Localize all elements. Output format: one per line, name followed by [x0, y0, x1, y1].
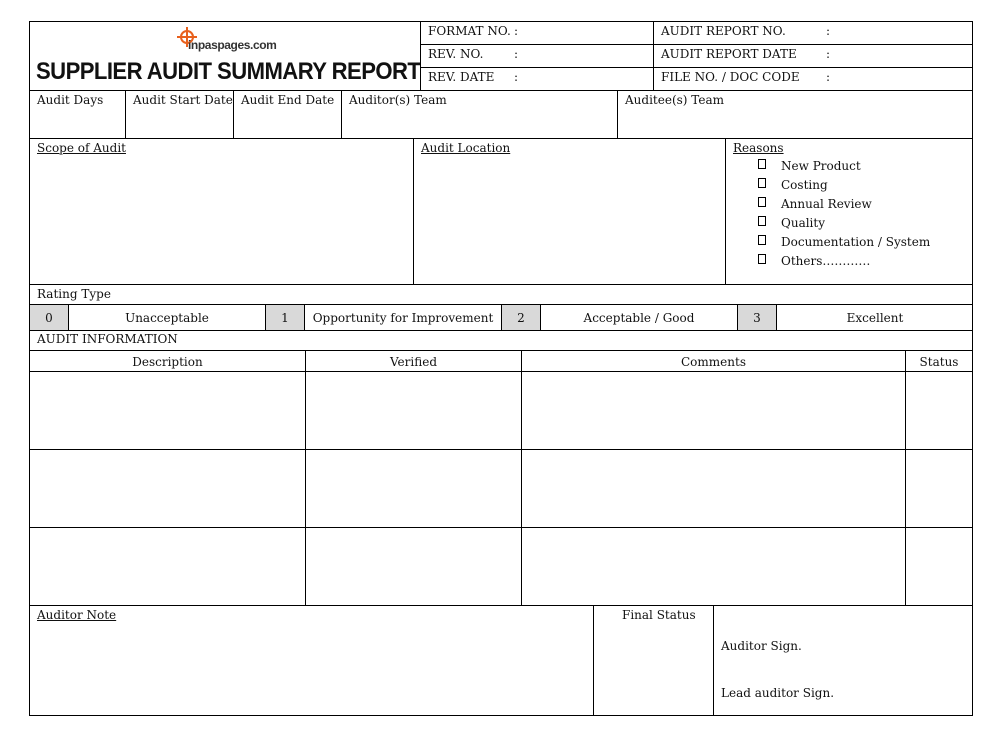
column-header-verified: Verified: [389, 355, 438, 369]
scope-divider: [413, 138, 414, 284]
column-header-comments: Comments: [681, 355, 746, 369]
format-no-colon: :: [514, 24, 519, 38]
audit-start-date-label: Audit Start Date: [133, 93, 233, 107]
rating-text: Opportunity for Improvement: [312, 311, 494, 325]
audit-location-label: Audit Location: [421, 141, 511, 155]
logo-text: inpaspages.com: [188, 38, 277, 52]
auditee-team-label: Auditee(s) Team: [625, 93, 724, 107]
table-row[interactable]: [30, 528, 972, 605]
page-title: SUPPLIER AUDIT SUMMARY REPORT: [36, 58, 421, 85]
rating-text: Unacceptable: [125, 311, 209, 325]
auditor-note-label: Auditor Note: [37, 608, 117, 622]
header-row-line: [420, 44, 973, 45]
audit-row-bottom: [29, 138, 973, 139]
checkbox[interactable]: [758, 159, 766, 169]
info-header-top: [29, 350, 973, 351]
rating-text: Acceptable / Good: [583, 311, 695, 325]
reason-label: Quality: [781, 216, 825, 230]
header-row-line-2: [420, 67, 973, 68]
reason-label: Costing: [781, 178, 828, 192]
checkbox[interactable]: [758, 235, 766, 245]
audit-report-no-label: AUDIT REPORT NO.: [661, 24, 786, 38]
header-divider-2: [653, 21, 654, 90]
reason-label: Annual Review: [781, 197, 872, 211]
auditor-sign-label: Auditor Sign.: [721, 639, 802, 653]
rev-date-colon: :: [514, 70, 519, 84]
reasons-label: Reasons: [733, 141, 784, 155]
rating-number: 0: [45, 311, 53, 325]
info-table-bottom: [29, 605, 973, 606]
rev-no-colon: :: [514, 47, 519, 61]
rating-number: 3: [753, 311, 761, 325]
file-no-colon: :: [826, 70, 831, 84]
audit-information-label: AUDIT INFORMATION: [37, 332, 178, 346]
rating-text: Excellent: [846, 311, 904, 325]
file-no-label: FILE NO. / DOC CODE: [661, 70, 800, 84]
final-status-label: Final Status: [622, 608, 696, 622]
footer-divider: [593, 605, 594, 716]
lead-auditor-sign-label: Lead auditor Sign.: [721, 686, 835, 700]
auditor-team-label: Auditor(s) Team: [349, 93, 447, 107]
checkbox[interactable]: [758, 216, 766, 226]
rating-number: 1: [281, 311, 289, 325]
scope-bottom: [29, 284, 973, 285]
audit-report-no-colon: :: [826, 24, 831, 38]
scope-of-audit-label: Scope of Audit: [37, 141, 126, 155]
audit-row-divider-2: [233, 90, 234, 138]
audit-row-divider-4: [617, 90, 618, 138]
rating-bottom-line: [29, 330, 973, 331]
checkbox[interactable]: [758, 254, 766, 264]
header-divider: [420, 21, 421, 90]
audit-end-date-label: Audit End Date: [241, 93, 335, 107]
rev-no-label: REV. NO.: [428, 47, 484, 61]
audit-report-date-label: AUDIT REPORT DATE: [661, 47, 797, 61]
reason-label: Documentation / System: [781, 235, 931, 249]
column-header-description: Description: [132, 355, 203, 369]
footer-divider-2: [713, 605, 714, 716]
table-row[interactable]: [30, 450, 972, 527]
reason-label: Others…………: [781, 254, 871, 268]
audit-row-divider: [125, 90, 126, 138]
audit-row-divider-3: [341, 90, 342, 138]
scope-divider-2: [725, 138, 726, 284]
checkbox[interactable]: [758, 178, 766, 188]
reason-label: New Product: [781, 159, 861, 173]
audit-days-label: Audit Days: [37, 93, 104, 107]
rating-type-label: Rating Type: [37, 287, 111, 301]
format-no-label: FORMAT NO.: [428, 24, 511, 38]
rating-number: 2: [517, 311, 525, 325]
rev-date-label: REV. DATE: [428, 70, 495, 84]
table-row[interactable]: [30, 372, 972, 449]
column-header-status: Status: [919, 355, 959, 369]
checkbox[interactable]: [758, 197, 766, 207]
audit-report-date-colon: :: [826, 47, 831, 61]
header-bottom-line: [29, 90, 973, 91]
